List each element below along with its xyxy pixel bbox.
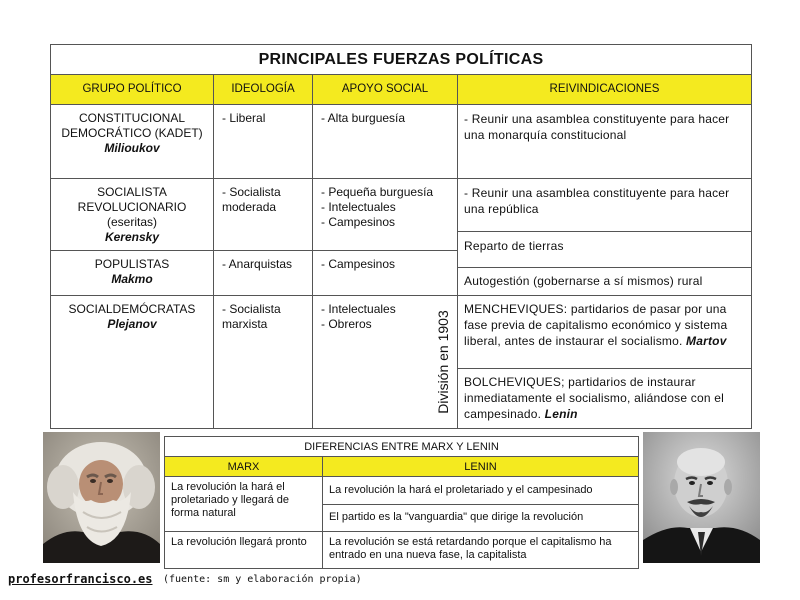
row-populistas-support: - Campesinos (312, 250, 458, 296)
header-reivindicaciones: REIVINDICACIONES (457, 74, 752, 105)
row-socialdemocratas-ideology: - Socialista marxista (213, 295, 313, 429)
row-kadet-ideology: - Liberal (213, 104, 313, 179)
faction-text: MENCHEVIQUES: partidarios de pasar por una fase previa de capitalismo económico y sistema liberal, antes de instaurar el socialismo. (464, 302, 728, 348)
diff-table-title: DIFERENCIAS ENTRE MARX Y LENIN (164, 436, 639, 457)
support-item: - Pequeña burguesía (321, 185, 434, 199)
split-label-wrap (430, 296, 456, 428)
row-kadet-claim: - Reunir una asamblea constituyente para hacer una monarquía constitucional (457, 104, 752, 179)
support-item: - Campesinos (321, 215, 396, 229)
row-eseritas-claim-land: Reparto de tierras (457, 231, 752, 268)
faction-bolcheviques (457, 368, 752, 429)
faction-mencheviques (457, 295, 752, 369)
faction-leader: Martov (686, 334, 727, 348)
row-kadet-support: - Alta burguesía (312, 104, 458, 179)
faction-leader: Lenin (544, 407, 578, 421)
support-item: - Obreros (321, 317, 372, 331)
lenin-point-3: La revolución se está retardando porque el capitalismo ha entrado en una nueva fase, la capitalista (322, 531, 639, 569)
lenin-point-2: El partido es la "vanguardia" que dirige la revolución (322, 504, 639, 532)
marx-portrait-image (43, 432, 160, 563)
footer-source: (fuente: sm y elaboración propia) (163, 574, 362, 585)
group-name: POPULISTAS (94, 257, 170, 271)
row-eseritas-ideology: - Socialista moderada (213, 178, 313, 251)
support-item: - Intelectuales (321, 302, 396, 316)
row-eseritas-claim: - Reunir una asamblea constituyente para hacer una república (457, 178, 752, 232)
group-leader: Kerensky (104, 230, 160, 244)
faction-text: BOLCHEVIQUES; partidarios de instaurar inmediatamente el socialismo, aliándose con el campesinado. (464, 375, 725, 421)
split-label: División en 1903 (435, 310, 451, 414)
group-name: SOCIALISTA REVOLUCIONARIO (eseritas) (77, 185, 187, 229)
marx-portrait (43, 432, 160, 563)
group-name: SOCIALDEMÓCRATAS (68, 302, 196, 316)
group-name: CONSTITUCIONAL DEMOCRÁTICO (KADET) (61, 111, 203, 140)
lenin-portrait (643, 432, 760, 563)
row-populistas-group (50, 250, 214, 296)
marx-point-1: La revolución la hará el proletariado y llegará de forma natural (164, 476, 323, 532)
header-lenin: LENIN (322, 456, 639, 477)
header-grupo-politico: GRUPO POLÍTICO (50, 74, 214, 105)
header-apoyo-social: APOYO SOCIAL (312, 74, 458, 105)
row-populistas-ideology: - Anarquistas (213, 250, 313, 296)
group-leader: Milioukov (104, 141, 160, 155)
footer-site-link[interactable]: profesorfrancisco.es (8, 572, 153, 586)
lenin-point-1: La revolución la hará el proletariado y el campesinado (322, 476, 639, 505)
row-kadet-group (50, 104, 214, 179)
main-table-title: PRINCIPALES FUERZAS POLÍTICAS (50, 44, 752, 75)
header-marx: MARX (164, 456, 323, 477)
lenin-portrait-image (643, 432, 760, 563)
group-leader: Makmo (111, 272, 153, 286)
row-socialdemocratas-group (50, 295, 214, 429)
support-item: - Intelectuales (321, 200, 396, 214)
group-leader: Plejanov (107, 317, 157, 331)
header-ideologia: IDEOLOGÍA (213, 74, 313, 105)
row-populistas-claim: Autogestión (gobernarse a sí mismos) rural (457, 267, 752, 296)
row-eseritas-support (312, 178, 458, 251)
marx-point-2: La revolución llegará pronto (164, 531, 323, 569)
row-eseritas-group (50, 178, 214, 251)
